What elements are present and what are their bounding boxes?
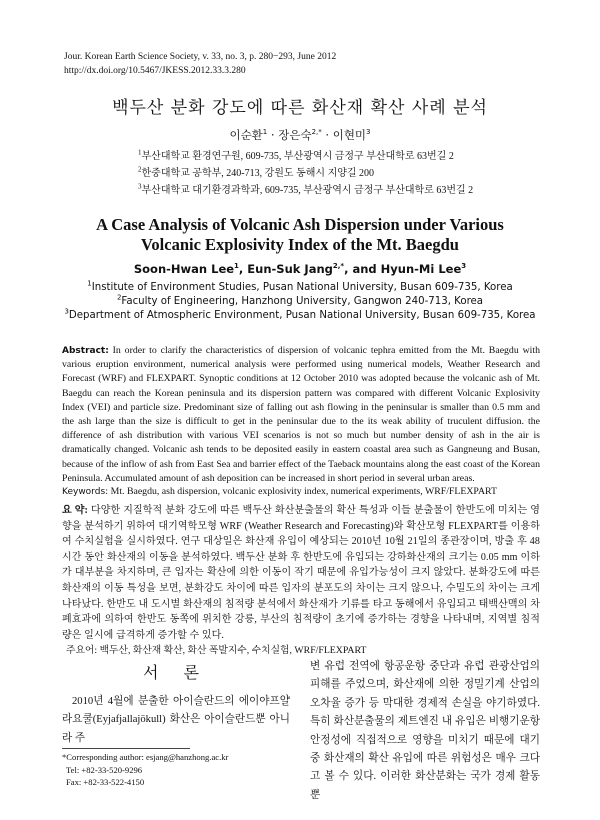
- affiliation-kr-3-sup: 3: [138, 182, 142, 191]
- footnote-divider: [62, 748, 190, 749]
- summary-keywords-text: 백두산, 화산재 확산, 화산 폭발지수, 수치실험, WRF/FLEXPART: [99, 645, 367, 656]
- keywords-label: Keywords:: [62, 487, 109, 497]
- correspondence-footnote: [62, 751, 228, 789]
- affiliation-en-3-sup: 3: [64, 307, 69, 316]
- author-2-en-sup: 2,*: [332, 262, 345, 271]
- affiliation-en-2-text: Faculty of Engineering, Hanzhong University, Gangwon 240-713, Korea: [121, 296, 484, 307]
- keywords-text: Mt. Baegdu, ash dispersion, volcanic explosivity index, numerical experiments, WRF/FLEXPART: [110, 486, 497, 497]
- affiliation-en-1-sup: 1: [87, 279, 92, 288]
- journal-header: [64, 50, 336, 78]
- intro-paragraph-right: 변 유럽 전역에 항공운항 중단과 유럽 관광산업의 피해를 주었으며, 화산재에 의한 정밀기계 산업의 오차율 증가 등 막대한 경제적 손실을 야기하였다. 특히 화산분출물의 제트엔진 내 유입은 비행기운항 안정성에 직접적으로 영향을 미치기 때문에 대기 중 화산재의 확산 유입에 따른 위험성은 매우 크다고 볼 수 있다. 이러한 화산분화는 국가 경제 활동 뿐: [310, 661, 540, 801]
- keywords: [62, 486, 540, 497]
- affiliation-kr-3: [138, 182, 473, 199]
- abstract-label: Abstract:: [62, 346, 109, 356]
- affiliation-kr-1: [138, 148, 473, 165]
- summary-text: 다양한 지질학적 분화 강도에 따른 백두산 화산분출물의 확산 특성과 이들 분출물이 한반도에 미치는 영향을 분석하기 위하여 대기역학모형 WRF (Weather Research and Forecasting)와 확산모형 FLEXPART를 이용하여 수치실험을 실시하였다. 연구 대상일은 화산재 유입이 예상되는 2010년 10월 21일의 종관장이며, 방출 후 48시간 동안 화산재의 이동을 분석하였다. 백두산 분화 후 한반도에 유입되는 강하화산재의 크기는 0.05 mm 이하가 대부분을 차지하며, 큰 입자는 확산에 의한 이동이 작기 때문에 유입가능성이 크지 않았다. 분화강도에 따른 화산재의 이동 특성을 보면, 분화강도 차이에 따른 입자의 분포도의 차이는 크지 않으나, 수밀도의 차이는 크게 나타났다. 한반도 내 도시별 화산재의 침적량 분석에서 화산재가 기류를 타고 동해에서 유입되고 태백산맥의 차폐효과에 의하여 한반도 동쪽에 위치한 강릉, 부산의 침적량이 초기에 증가하는 경향을 나타내며, 지역별 침적량은 일시에 급격하게 증가할 수 있다.: [62, 505, 540, 641]
- author-1-en-sup: 1: [234, 262, 239, 271]
- authors-english: [0, 262, 600, 276]
- affiliation-kr-1-sup: 1: [138, 148, 142, 157]
- title-english-line-2: Volcanic Explosivity Index of the Mt. Baegdu: [141, 235, 459, 254]
- author-sep-2-kr: ·: [321, 128, 333, 142]
- corresponding-tel: Tel: +82-33-520-9296: [66, 764, 143, 775]
- section-heading-introduction: 서 론: [143, 663, 209, 682]
- affiliation-kr-2-sup: 2: [138, 165, 142, 174]
- corresponding-fax: Fax: +82-33-522-4150: [66, 777, 145, 787]
- affiliation-en-1: [0, 281, 600, 295]
- title-english: [0, 215, 600, 255]
- author-3-en: Hyun-Mi Lee: [380, 262, 462, 276]
- affiliation-kr-2: [138, 165, 473, 182]
- corresponding-author: *Corresponding author: esjang@hanzhong.ac.kr: [62, 752, 229, 762]
- affiliation-en-2-sup: 2: [116, 293, 122, 302]
- title-korean: 백두산 분화 강도에 따른 화산재 확산 사례 분석: [112, 98, 488, 118]
- author-3-kr: 이현미: [332, 128, 367, 142]
- affiliation-en-3: [0, 309, 600, 323]
- author-sep-1-kr: ·: [267, 128, 279, 142]
- abstract: [62, 344, 540, 486]
- author-2-kr-sup: 2,*: [311, 128, 322, 137]
- author-1-kr-sup: 1: [262, 128, 268, 137]
- summary-label: 요 약:: [62, 505, 88, 516]
- affiliation-kr-3-text: 부산대학교 대기환경과학과, 609-735, 부산광역시 금정구 부산대학로 63번길 2: [141, 185, 474, 196]
- column-left: [62, 658, 290, 748]
- author-3-en-sup: 3: [461, 262, 467, 271]
- author-1-en: Soon-Hwan Lee: [133, 262, 235, 276]
- affiliations-korean: [138, 148, 473, 199]
- affiliation-kr-2-text: 한중대학교 공학부, 240-713, 강원도 동해시 지양길 200: [141, 168, 375, 179]
- affiliation-en-1-text: Institute of Environment Studies, Pusan National University, Busan 609-735, Korea: [91, 282, 513, 293]
- journal-citation: Jour. Korean Earth Science Society, v. 33, no. 3, p. 280−293, June 2012: [64, 52, 337, 62]
- authors-korean: [0, 127, 600, 143]
- summary-korean: [62, 503, 540, 643]
- affiliations-english: [0, 281, 600, 323]
- author-2-en: Eun-Suk Jang: [247, 262, 333, 276]
- author-1-kr: 이순환: [229, 128, 263, 142]
- summary-keywords: [66, 642, 536, 656]
- intro-paragraph-left: 2010년 4월에 분출한 아이슬란드의 에이야프얄라요쿨(Eyjafjallajökull) 화산은 아이슬란드뿐 아니라 주: [62, 696, 290, 744]
- affiliation-en-2: [0, 295, 600, 309]
- affiliation-kr-1-text: 부산대학교 환경연구원, 609-735, 부산광역시 금정구 부산대학로 63번길 2: [141, 151, 454, 162]
- affiliation-en-3-text: Department of Atmospheric Environment, Pusan National University, Busan 609-735, Korea: [68, 310, 536, 321]
- author-sep-1-en: ,: [238, 262, 248, 276]
- author-sep-2-en: , and: [344, 262, 381, 276]
- journal-doi[interactable]: http://dx.doi.org/10.5467/JKESS.2012.33.3.280: [64, 66, 246, 76]
- author-3-kr-sup: 3: [366, 128, 371, 137]
- summary-keywords-label: 주요어:: [66, 645, 98, 656]
- author-2-kr: 장은숙: [278, 128, 312, 142]
- abstract-text: In order to clarify the characteristics of dispersion of volcanic tephra emitted from the Mt. Baegdu with various eruption environment, numerical analysis were performed using numerical models, Weather Research and Forecast (WRF) and FLEXPART. Synoptic conditions at 12 October 2010 was adopted because the volcanic ash of Mt. Baegdu can reach the Korean peninsula and its dispersion pattern was compared with different Volcanic Explosivity Index (VEI) and particle size. Predominant size of falling out ash flowing in the peninsular is smaller than 0.5 mm and the ash large than the size is difficult to get in the peninsular due to the its weak ability of truculent diffusion. the difference of ash distribution with various VEI scenarios is not so much but number density of ash in the air is dramatically changed. Volcanic ash tends to be deposited easily in eastern coastal area such as Gangneung and Busan, because of the inflow of ash from East Sea and barrier effect of the Taeback mountains along the east coast of the Korean Peninsula. Accumulated amount of ash deposition can be increased in short period in several urban areas.: [62, 345, 540, 484]
- title-english-line-1: A Case Analysis of Volcanic Ash Dispersion under Various: [96, 215, 504, 234]
